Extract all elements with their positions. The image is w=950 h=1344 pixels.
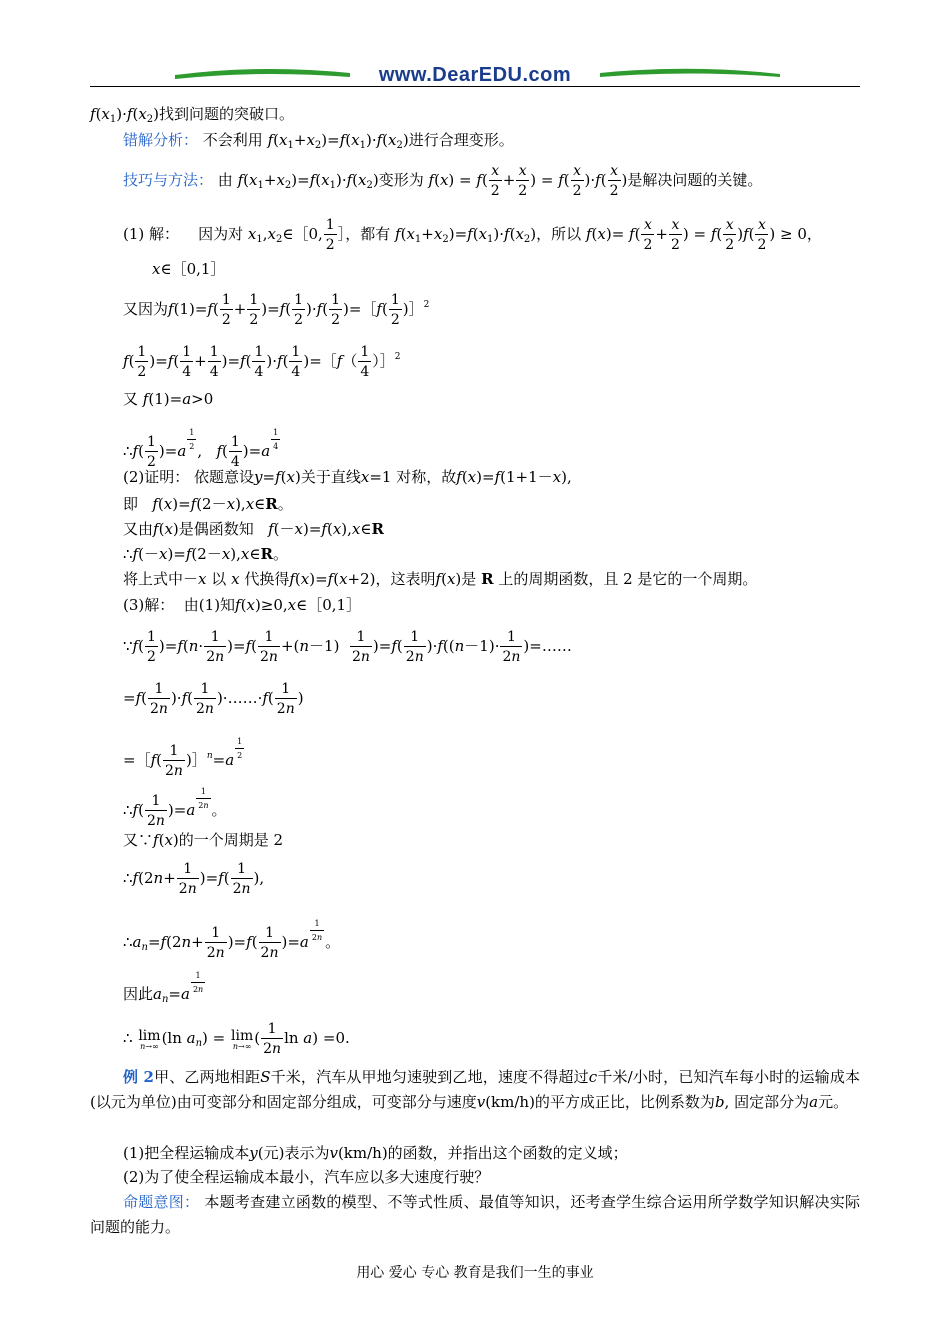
solution-1-given: 又 f(1)=a>0 — [123, 390, 214, 408]
solution-1-line1: (1) 解： 因为对 $x_1,x_2\in[0$, $\frac{1}{2}$ ］，都有 $f(x_1+x_2)=f(x_1)\cdot f(x_2)$，所以 f(x)= f( $\frac{x}{2}$ + $\frac{x}{2}$ ) = f( $\frac{x}{2}$ )f( $\frac{x}{2}$ ) ≥ 0， — [123, 217, 822, 253]
example-2-q2: (2)为了使全程运输成本最小，汽车应以多大速度行驶？ — [123, 1168, 490, 1186]
example-2-label: 例 2 — [123, 1068, 154, 1086]
solution-3-line2: ∵f( $\frac{1}{2}$ )=f(n· $\frac{1}{2n}$ )=f( $\frac{1}{2n}$ +(n－1) $\frac{1}{2n}$ )=f( $\frac{1}{2n}$ )·f((n－1)· $\frac{1}{2n}$ )=…… — [123, 629, 572, 665]
intent-label: 命题意图： — [123, 1193, 200, 1211]
solution-1-result: ∴f( $\frac{1}{2}$ )=a $\frac{1}{2}$ , f( $\frac{1}{4}$ )=a $\frac{1}{4}$ — [123, 428, 279, 470]
example-2-problem: 例 2甲、乙两地相距S千米，汽车从甲地匀速驶到乙地，速度不得超过c千米/小时，已知汽车每小时的运输成本(以元为单位)由可变部分和固定部分组成，可变部分与速度v(km/h)的平方成正比，比例系数为b, 固定部分为a元。 — [90, 1068, 860, 1111]
skill-method: 技巧与方法： 由 $f(x_1+x_2)=f(x_1)\cdot f(x_2)$变形为 f(x) = f( $\frac{x}{2}$ + $\frac{x}{2}$ ) = f( $\frac{x}{2}$ )·f( $\frac{x}{2}$ )是解决问题的关键。 — [123, 163, 763, 199]
error-analysis: 错解分析： 不会利用 $f(x_1+x_2)=f(x_1)\cdot f(x_2)$进行合理变形。 — [123, 131, 514, 151]
solution-1-fhalf: f( $\frac{1}{2}$ )=f( $\frac{1}{4}$ + $\frac{1}{4}$ )=f( $\frac{1}{4}$ )·f( $\frac{1}{4}$ )=［f（ $\frac{1}{4}$ ）］$^2$ — [123, 344, 401, 380]
error-label: 错解分析： — [123, 131, 199, 149]
solution-3-line4: =［f( $\frac{1}{2n}$ )］$^n$=a $\frac{1}{2}$ — [123, 737, 243, 779]
solution-2-line5: 将上式中－x 以 x 代换得f(x)=f(x+2)，这表明f(x)是 R 上的周期函数，且 2 是它的一个周期。 — [123, 570, 758, 588]
solution-1-f1: 又因为f(1)=f( $\frac{1}{2}$ + $\frac{1}{2}$ )=f( $\frac{1}{2}$ )·f( $\frac{1}{2}$ )=［f( $\frac{1}{2}$ )］$^2$ — [123, 292, 430, 328]
line-breakthrough: $f(x_1)\cdot f(x_2)$找到问题的突破口。 — [90, 105, 295, 125]
site-header — [90, 62, 860, 88]
solution-3-line3: =f( $\frac{1}{2n}$ )·f( $\frac{1}{2n}$ )·……·f( $\frac{1}{2n}$ ) — [123, 681, 304, 717]
solution-3-limit: ∴ lim n→∞ (ln $a_n$) = lim n→∞ ( $\frac{1}{2n}$ ln a) =0. — [123, 1021, 350, 1057]
solution-2-line2: 即 f(x)=f(2－x),x∈R。 — [123, 495, 293, 513]
page-footer: 用心 爱心 专心 教育是我们一生的事业 — [356, 1265, 594, 1281]
example-2-q1: (1)把全程运输成本y(元)表示为v(km/h)的函数，并指出这个函数的定义域； — [123, 1144, 628, 1162]
solution-1-range: x∈［0,1］ — [152, 260, 226, 278]
solution-3-line1: (3)解： 由(1)知f(x)≥0,x∈［0,1］ — [123, 596, 362, 614]
solution-3-line7: ∴f(2n+ $\frac{1}{2n}$ )=f( $\frac{1}{2n}$ ), — [123, 861, 265, 897]
solution-2-line1: (2)证明： 依题意设y=f(x)关于直线x=1 对称，故f(x)=f(1+1－x), — [123, 468, 572, 486]
solution-2-line4: ∴f(－x)=f(2－x),x∈R。 — [123, 545, 288, 563]
intent: 命题意图： 本题考查建立函数的模型、不等式性质、最值等知识，还考查学生综合运用所学数学知识解决实际问题的能力。 — [90, 1193, 860, 1236]
site-url: www.DearEDU.com — [378, 64, 572, 86]
solution-3-line6: 又∵f(x)的一个周期是 2 — [123, 831, 284, 849]
solution-2-line3: 又由f(x)是偶函数知 f(－x)=f(x),x∈R — [123, 520, 384, 538]
header-rule — [90, 86, 860, 87]
solution-3-line9: 因此$a_n=a$ $\frac{1}{2n}$ — [123, 971, 204, 1005]
solution-3-line8: $\therefore a_n=f(2n+$ $\frac{1}{2n}$ )=f( $\frac{1}{2n}$ )=a $\frac{1}{2n}$ 。 — [123, 919, 341, 961]
solution-3-line5: ∴f( $\frac{1}{2n}$ )=a $\frac{1}{2n}$ 。 — [123, 787, 227, 829]
skill-label: 技巧与方法： — [123, 171, 214, 189]
